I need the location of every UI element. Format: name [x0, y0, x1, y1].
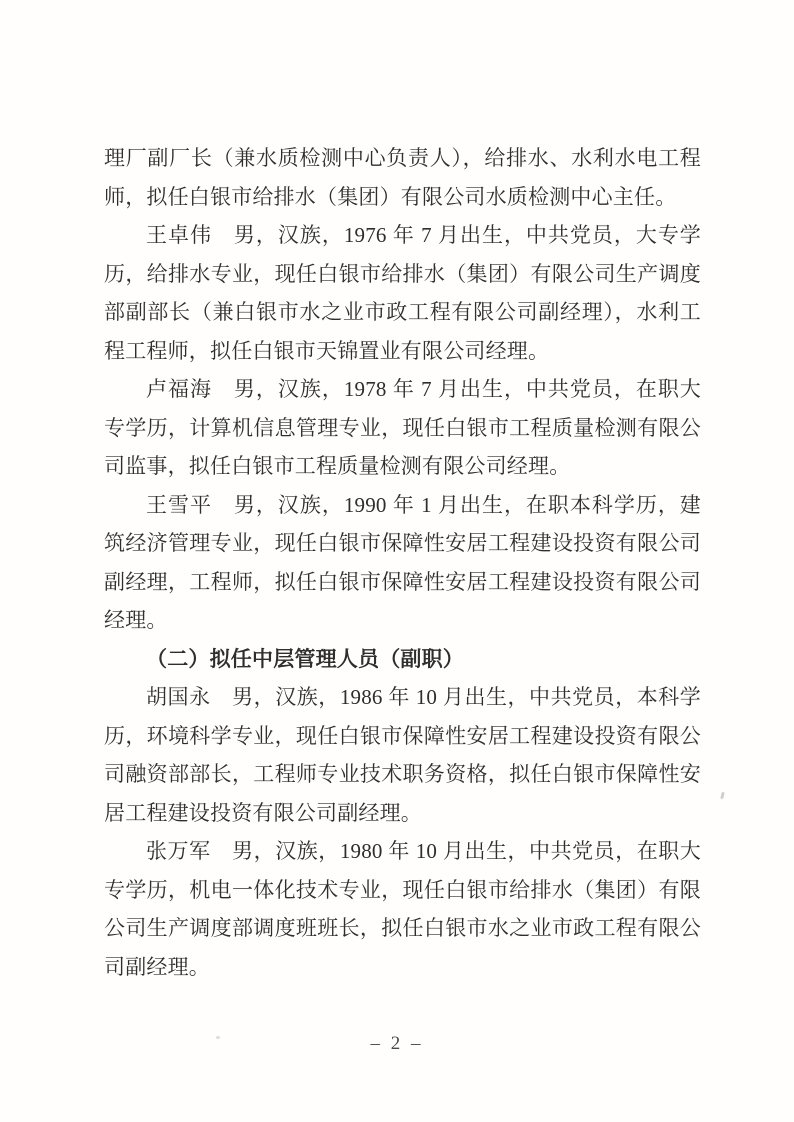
- person-paragraph-wang-xueping: 王雪平 男，汉族，1990 年 1 月出生，在职本科学历，建筑经济管理专业，现任白银市保障性安居工程建设投资有限公司副经理，工程师，拟任白银市保障性安居工程建设投资有限公司经理。: [104, 492, 701, 632]
- scan-speck: [216, 1036, 220, 1039]
- scan-speck: [720, 792, 725, 800]
- person-paragraph-hu-guoyong: 胡国永 男，汉族，1986 年 10 月出生，中共党员，本科学历，环境科学专业，现任白银市保障性安居工程建设投资有限公司融资部部长，工程师专业技术职务资格，拟任白银市保障性安居工程建设投资有限公司副经理。: [104, 685, 701, 825]
- person-paragraph-zhang-wanjun: 张万军 男，汉族，1980 年 10 月出生，中共党员，在职大专学历，机电一体化技术专业，现任白银市给排水（集团）有限公司生产调度部调度班班长，拟任白银市水之业市政工程有限公司副经理。: [104, 839, 701, 979]
- person-paragraph-lu-fuhai: 卢福海 男，汉族，1978 年 7 月出生，中共党员，在职大专学历，计算机信息管理专业，现任白银市工程质量检测有限公司监事，拟任白银市工程质量检测有限公司经理。: [104, 377, 701, 478]
- continuation-paragraph: 理厂副厂长（兼水质检测中心负责人），给排水、水利水电工程师，拟任白银市给排水（集团）有限公司水质检测中心主任。: [104, 146, 701, 209]
- page-number: – 2 –: [370, 1033, 424, 1054]
- person-paragraph-wang-zhuowei: 王卓伟 男，汉族，1976 年 7 月出生，中共党员，大专学历，给排水专业，现任白银市给排水（集团）有限公司生产调度部副部长（兼白银市水之业市政工程有限公司副经理），水利工程工程师，拟任白银市天锦置业有限公司经理。: [104, 223, 701, 363]
- section-heading: （二）拟任中层管理人员（副职）: [146, 646, 464, 671]
- document-body: [104, 139, 701, 986]
